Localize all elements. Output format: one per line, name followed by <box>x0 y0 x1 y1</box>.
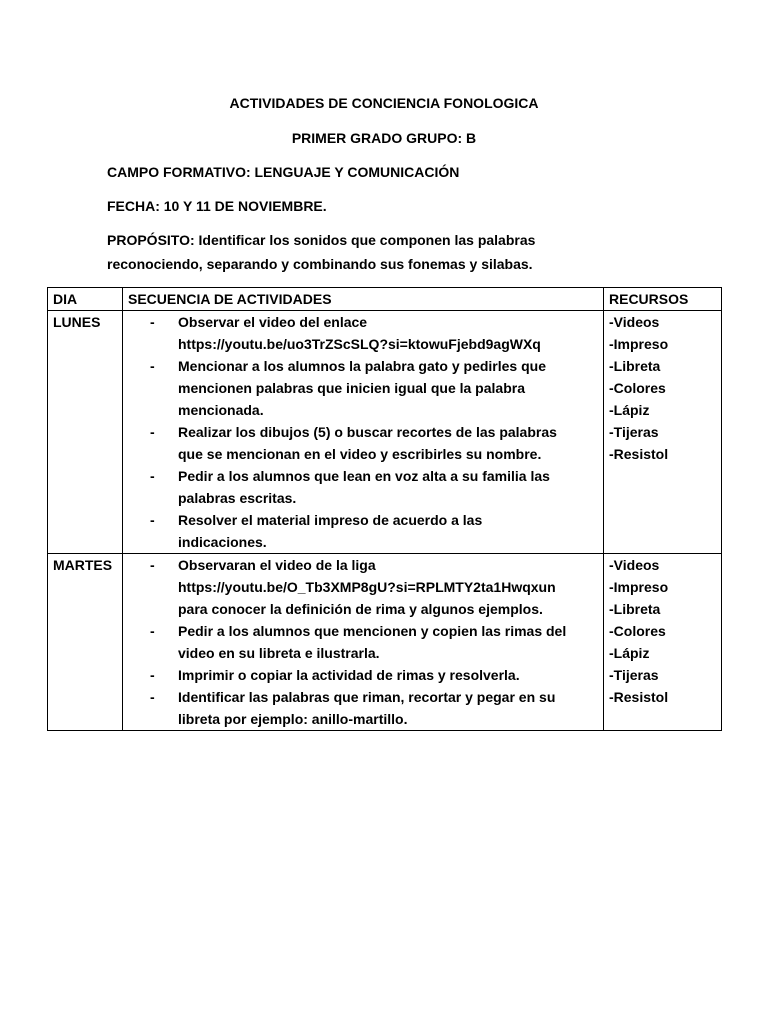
activity-item <box>150 686 598 730</box>
document-title: ACTIVIDADES DE CONCIENCIA FONOLOGICA <box>229 95 539 111</box>
header-dia: DIA <box>48 288 123 311</box>
campo-formativo: CAMPO FORMATIVO: LENGUAJE Y COMUNICACIÓN <box>107 164 460 180</box>
resource-item: -Impreso <box>609 336 669 352</box>
activity-list <box>128 554 598 730</box>
proposito-text-1: Identificar los sonidos que componen las palabras <box>194 232 536 248</box>
proposito <box>107 228 707 276</box>
activity-item <box>150 355 598 421</box>
resource-list <box>609 554 716 708</box>
activity-item <box>150 554 598 620</box>
activity-line: video en su libreta e ilustrarla. <box>178 645 380 661</box>
activity-item <box>150 509 598 553</box>
resource-item: -Videos <box>609 314 660 330</box>
activity-line: - Observar el video del enlace <box>178 314 368 330</box>
activities-cell <box>123 554 604 731</box>
resource-item: -Lápiz <box>609 645 650 661</box>
resource-item: -Libreta <box>609 358 661 374</box>
activity-line: libreta por ejemplo: anillo-martillo. <box>178 711 408 727</box>
activity-line: - Identificar las palabras que riman, recortar y pegar en su <box>178 689 556 705</box>
activity-list <box>128 311 598 553</box>
activity-line: indicaciones. <box>178 534 267 550</box>
activity-line: palabras escritas. <box>178 490 297 506</box>
activity-line: que se mencionan en el video y escribirles su nombre. <box>178 446 542 462</box>
resources-cell <box>604 554 722 731</box>
resource-item: -Lápiz <box>609 402 650 418</box>
day-cell: LUNES <box>48 311 123 554</box>
activity-line: mencionada. <box>178 402 264 418</box>
grade-group: PRIMER GRADO GRUPO: B <box>291 130 477 146</box>
resource-item: -Videos <box>609 557 660 573</box>
day-cell: MARTES <box>48 554 123 731</box>
proposito-text-2: reconociendo, separando y combinando sus fonemas y silabas. <box>107 256 533 272</box>
resource-item: -Colores <box>609 623 666 639</box>
table-row <box>48 554 722 731</box>
activities-cell <box>123 311 604 554</box>
proposito-line-1 <box>107 228 707 252</box>
activity-item <box>150 465 598 509</box>
activity-item <box>150 620 598 664</box>
resource-item: -Resistol <box>609 446 669 462</box>
activity-line: mencionen palabras que inicien igual que la palabra <box>178 380 525 396</box>
proposito-label: PROPÓSITO: <box>107 232 195 248</box>
resource-item: -Impreso <box>609 579 669 595</box>
activity-line: https://youtu.be/O_Tb3XMP8gU?si=RPLMTY2ta1Hwqxun <box>178 579 556 595</box>
activity-line: https://youtu.be/uo3TrZScSLQ?si=ktowuFjebd9agWXq <box>178 336 541 352</box>
header-recursos: RECURSOS <box>604 288 722 311</box>
activity-item <box>150 421 598 465</box>
activity-item <box>150 664 598 686</box>
resource-item: -Colores <box>609 380 666 396</box>
activities-table <box>47 287 722 731</box>
fecha: FECHA: 10 Y 11 DE NOVIEMBRE. <box>107 198 327 214</box>
resource-item: -Resistol <box>609 689 669 705</box>
activity-line: - Pedir a los alumnos que mencionen y copien las rimas del <box>178 623 567 639</box>
resources-cell <box>604 311 722 554</box>
table-header-row <box>48 288 722 311</box>
activity-line: - Resolver el material impreso de acuerdo a las <box>178 512 483 528</box>
activity-line: - Observaran el video de la liga <box>178 557 376 573</box>
table-row <box>48 311 722 554</box>
resource-item: -Tijeras <box>609 424 659 440</box>
activity-line: - Pedir a los alumnos que lean en voz alta a su familia las <box>178 468 550 484</box>
header-secuencia: SECUENCIA DE ACTIVIDADES <box>123 288 604 311</box>
activity-line: - Mencionar a los alumnos la palabra gato y pedirles que <box>178 358 546 374</box>
resource-item: -Tijeras <box>609 667 659 683</box>
resource-item: -Libreta <box>609 601 661 617</box>
activity-item <box>150 311 598 355</box>
resource-list <box>609 311 716 465</box>
activity-line: - Imprimir o copiar la actividad de rimas y resolverla. <box>178 667 520 683</box>
activity-line: - Realizar los dibujos (5) o buscar recortes de las palabras <box>178 424 557 440</box>
activity-line: para conocer la definición de rima y algunos ejemplos. <box>178 601 543 617</box>
